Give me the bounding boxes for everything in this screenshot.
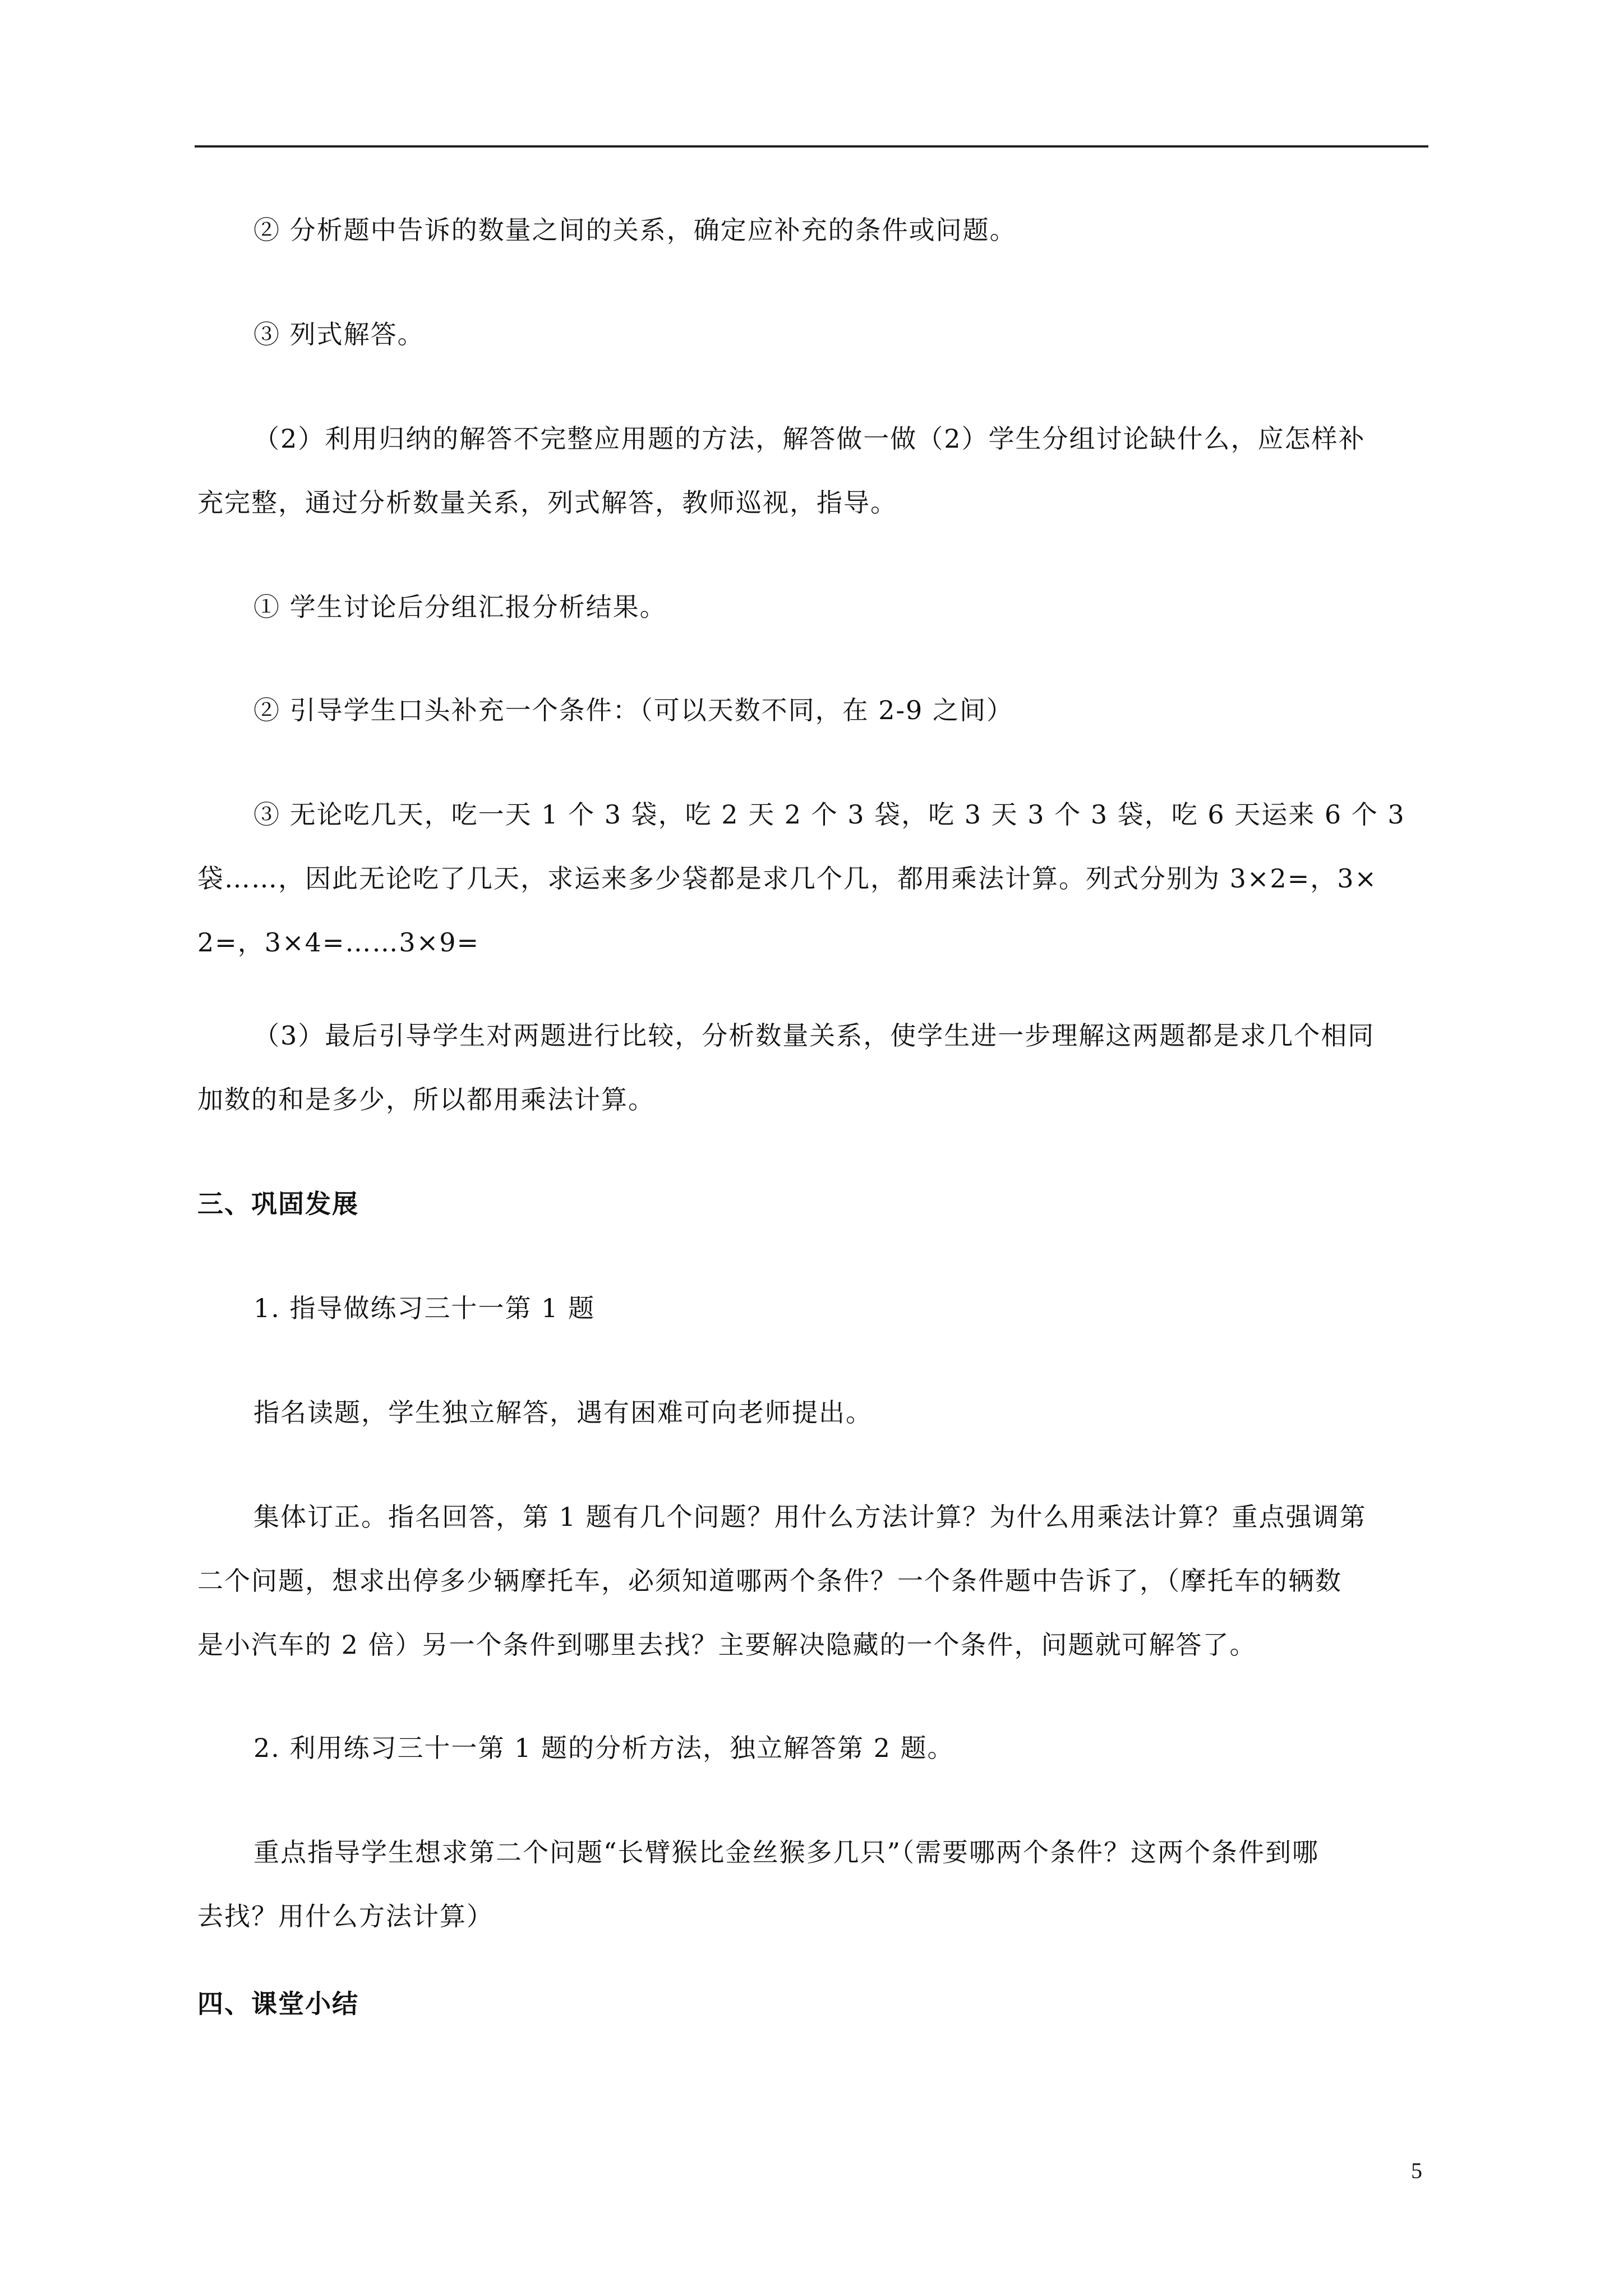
paragraph-line: 重点指导学生想求第二个问题“长臂猴比金丝猴多几只”（需要哪两个条件？这两个条件到哪 [253, 1837, 1320, 1867]
paragraph-line: ③ 无论吃几天，吃一天 1 个 3 袋，吃 2 天 2 个 3 袋，吃 3 天 3 个 3 袋，吃 6 天运来 6 个 3 [253, 799, 1405, 830]
paragraph-line: 指名读题，学生独立解答，遇有困难可向老师提出。 [253, 1397, 873, 1428]
paragraph-line: （2）利用归纳的解答不完整应用题的方法，解答做一做（2）学生分组讨论缺什么，应怎样补 [253, 424, 1366, 454]
paragraph-line: 是小汽车的 2 倍）另一个条件到哪里去找？主要解决隐藏的一个条件，问题就可解答了。 [197, 1630, 1257, 1660]
paragraph-line: （3）最后引导学生对两题进行比较，分析数量关系，使学生进一步理解这两题都是求几个相同 [253, 1020, 1375, 1051]
paragraph-line: 2. 利用练习三十一第 1 题的分析方法，独立解答第 2 题。 [253, 1733, 955, 1763]
paragraph-line: ② 分析题中告诉的数量之间的关系，确定应补充的条件或问题。 [253, 215, 1017, 245]
paragraph-line: ① 学生讨论后分组汇报分析结果。 [253, 592, 667, 622]
paragraph-line: 二个问题，想求出停多少辆摩托车，必须知道哪两个条件？一个条件题中告诉了，（摩托车的辆数 [197, 1566, 1342, 1596]
paragraph-line: 加数的和是多少，所以都用乘法计算。 [197, 1084, 655, 1115]
section-heading: 三、巩固发展 [197, 1189, 359, 1219]
paragraph-line: 集体订正。指名回答，第 1 题有几个问题？用什么方法计算？为什么用乘法计算？重点强调第 [253, 1502, 1367, 1532]
paragraph-line: 去找？用什么方法计算） [197, 1901, 494, 1931]
paragraph-line: ② 引导学生口头补充一个条件：（可以天数不同，在 2-9 之间） [253, 695, 1013, 725]
section-heading: 四、课堂小结 [197, 1989, 359, 2019]
paragraph-line: ③ 列式解答。 [253, 319, 425, 349]
paragraph-line: 2=，3×4=……3×9= [197, 927, 480, 958]
paragraph-line: 充完整，通过分析数量关系，列式解答，教师巡视，指导。 [197, 487, 897, 518]
paragraph-line: 袋……，因此无论吃了几天，求运来多少袋都是求几个几，都用乘法计算。列式分别为 3×2=，3× [197, 863, 1378, 894]
page-number: 5 [1411, 2158, 1422, 2183]
header-rule [195, 145, 1428, 148]
paragraph-line: 1. 指导做练习三十一第 1 题 [253, 1293, 596, 1323]
